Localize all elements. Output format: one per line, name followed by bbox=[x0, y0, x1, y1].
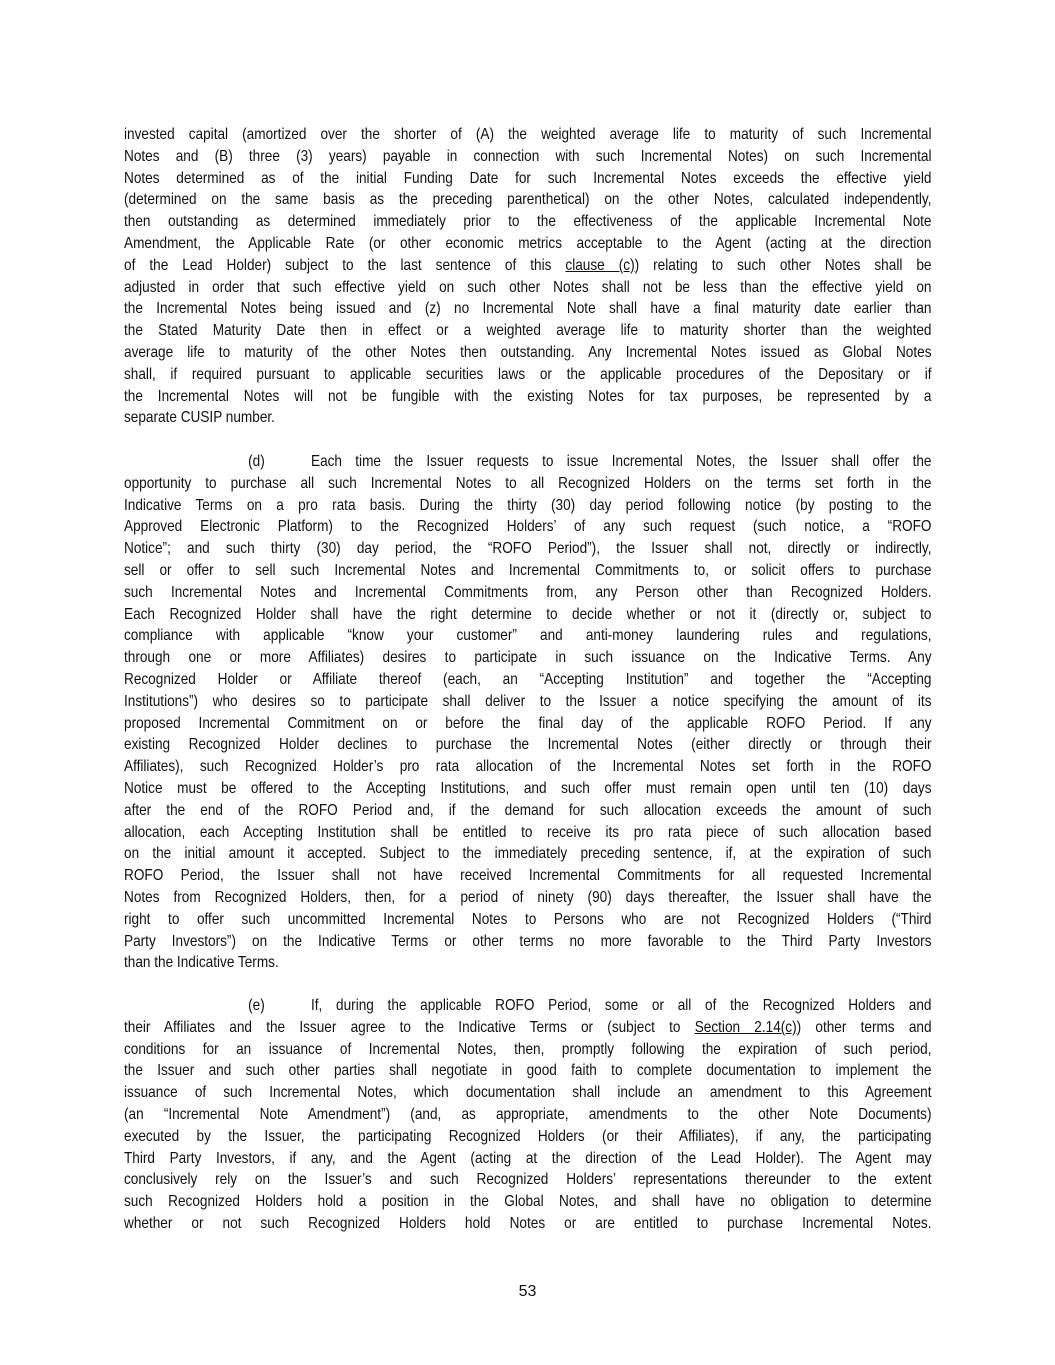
text-segment: (determined on the same basis as the preceding parenthetical) on the other Notes, calculated independently, bbox=[124, 191, 932, 209]
text-segment: Notes determined as of the initial Funding Date for such Incremental Notes exceeds the effective yield bbox=[124, 169, 932, 187]
text-line bbox=[124, 713, 932, 735]
text-line bbox=[124, 887, 932, 909]
text-segment: Third Party Investors, if any, and the Agent (acting at the direction of the Lead Holder). The Agent may bbox=[124, 1149, 932, 1167]
enumeration-label: (d) bbox=[248, 453, 265, 470]
text-segment: the Incremental Notes being issued and (z) no Incremental Note shall have a final maturity date earlier than bbox=[124, 300, 932, 318]
text-line bbox=[124, 124, 932, 146]
text-segment: on the initial amount it accepted. Subject to the immediately preceding sentence, if, at the expiration of such bbox=[124, 845, 932, 863]
text-segment: sell or offer to sell such Incremental Notes and Incremental Commitments to, or solicit offers to purchase bbox=[124, 561, 932, 579]
text-line bbox=[124, 865, 932, 887]
text-line bbox=[124, 800, 932, 822]
text-segment: shall, if required pursuant to applicable securities laws or the applicable procedures of the Depositary or if bbox=[124, 365, 932, 383]
text-line bbox=[124, 473, 932, 495]
text-line bbox=[124, 1104, 932, 1126]
text-segment: compliance with applicable “know your customer” and anti-money laundering rules and regulations, bbox=[124, 627, 932, 645]
enumeration-label: (e) bbox=[248, 997, 265, 1014]
text-line bbox=[124, 625, 932, 647]
text-segment: Indicative Terms on a pro rata basis. During the thirty (30) day period following notice (by posting to the bbox=[124, 496, 932, 514]
text-segment: Approved Electronic Platform) to the Recognized Holders’ of any such request (such notice, a “ROFO bbox=[124, 518, 932, 536]
text-segment: opportunity to purchase all such Incremental Notes to all Recognized Holders on the terms set forth in the bbox=[124, 474, 932, 492]
text-segment: the Incremental Notes will not be fungible with the existing Notes for tax purposes, be represented by a bbox=[124, 387, 932, 405]
text-line bbox=[124, 952, 932, 974]
text-line bbox=[124, 1126, 932, 1148]
text-line bbox=[124, 146, 932, 168]
text-line bbox=[124, 1082, 932, 1104]
text-segment: Institutions”) who desires so to participate shall deliver to the Issuer a notice specifying the amount of its bbox=[124, 692, 932, 710]
text-line bbox=[124, 233, 932, 255]
text-segment: Party Investors”) on the Indicative Terms or other terms no more favorable to the Third Party Investors bbox=[124, 932, 932, 950]
text-line bbox=[124, 604, 932, 626]
text-line bbox=[124, 1148, 932, 1170]
text-line bbox=[124, 277, 932, 299]
text-segment: separate CUSIP number. bbox=[124, 409, 275, 427]
text-segment: of the Lead Holder) subject to the last sentence of this bbox=[124, 256, 566, 274]
text-segment: their Affiliates and the Issuer agree to the Indicative Terms or (subject to bbox=[124, 1018, 695, 1036]
text-line bbox=[124, 516, 932, 538]
text-segment: Notes from Recognized Holders, then, for a period of ninety (90) days thereafter, the Issuer shall have the bbox=[124, 888, 932, 906]
text-segment: Notice must be offered to the Accepting Institutions, and such offer must remain open until ten (10) days bbox=[124, 779, 932, 797]
text-line bbox=[124, 495, 932, 517]
text-line bbox=[124, 451, 932, 473]
text-line bbox=[124, 1060, 932, 1082]
paragraph-c-continued bbox=[124, 124, 932, 429]
page-number: 53 bbox=[518, 1283, 537, 1300]
text-segment: executed by the Issuer, the participating Recognized Holders (or their Affiliates), if any, the participating bbox=[124, 1127, 932, 1145]
text-line bbox=[124, 669, 932, 691]
paragraph-d bbox=[124, 451, 932, 974]
text-segment: ROFO Period, the Issuer shall not have received Incremental Commitments for all requested Incremental bbox=[124, 867, 932, 885]
text-line bbox=[124, 582, 932, 604]
text-line bbox=[124, 1169, 932, 1191]
text-segment: Recognized Holder or Affiliate thereof (each, an “Accepting Institution” and together the “Accepting bbox=[124, 670, 932, 688]
text-segment: than the Indicative Terms. bbox=[124, 954, 279, 972]
text-line bbox=[124, 189, 932, 211]
text-segment: Notice”; and such thirty (30) day period, the “ROFO Period”), the Issuer shall not, directly or indirectly, bbox=[124, 540, 932, 558]
text-segment: such Recognized Holders hold a position in the Global Notes, and shall have no obligation to determine bbox=[124, 1193, 932, 1211]
text-line bbox=[124, 560, 932, 582]
text-line bbox=[124, 647, 932, 669]
text-segment: conditions for an issuance of Incremental Notes, then, promptly following the expiration of such period, bbox=[124, 1040, 932, 1058]
text-line bbox=[124, 1017, 932, 1039]
text-line bbox=[124, 931, 932, 953]
cross-reference: clause (c) bbox=[565, 256, 635, 274]
text-line bbox=[124, 1213, 932, 1235]
text-segment: If, during the applicable ROFO Period, some or all of the Recognized Holders and bbox=[311, 997, 932, 1014]
text-segment: allocation, each Accepting Institution shall be entitled to receive its pro rata piece of such allocation based bbox=[124, 823, 932, 841]
text-line bbox=[124, 778, 932, 800]
text-segment: average life to maturity of the other Notes then outstanding. Any Incremental Notes issued as Global Notes bbox=[124, 343, 932, 361]
text-line bbox=[124, 364, 932, 386]
text-segment: existing Recognized Holder declines to purchase the Incremental Notes (either directly or through their bbox=[124, 736, 932, 754]
paragraph-e bbox=[124, 995, 932, 1235]
text-segment: invested capital (amortized over the shorter of (A) the weighted average life to maturity of such Incremental bbox=[124, 126, 932, 143]
text-line bbox=[124, 995, 932, 1017]
text-line bbox=[124, 734, 932, 756]
text-segment: Each time the Issuer requests to issue Incremental Notes, the Issuer shall offer the bbox=[311, 453, 932, 470]
text-segment: conclusively rely on the Issuer’s and such Recognized Holders’ representations thereunder to the extent bbox=[124, 1171, 932, 1189]
text-segment: then outstanding as determined immediately prior to the effectiveness of the applicable Incremental Note bbox=[124, 213, 932, 231]
cross-reference: Section 2.14(c) bbox=[694, 1018, 797, 1036]
text-segment: Amendment, the Applicable Rate (or other economic metrics acceptable to the Agent (acting at the direction bbox=[124, 234, 932, 252]
text-line bbox=[124, 1191, 932, 1213]
text-segment: Each Recognized Holder shall have the right determine to decide whether or not it (directly or, subject to bbox=[124, 605, 932, 623]
text-line bbox=[124, 298, 932, 320]
text-segment: issuance of such Incremental Notes, which documentation shall include an amendment to this Agreement bbox=[124, 1084, 932, 1102]
text-segment: adjusted in order that such effective yield on such other Notes shall not be less than the effective yield on bbox=[124, 278, 932, 296]
text-line bbox=[124, 342, 932, 364]
text-segment: after the end of the ROFO Period and, if the demand for such allocation exceeds the amount of such bbox=[124, 801, 932, 819]
text-line bbox=[124, 1039, 932, 1061]
text-segment: proposed Incremental Commitment on or before the final day of the applicable ROFO Period. If any bbox=[124, 714, 932, 732]
text-line bbox=[124, 168, 932, 190]
text-line bbox=[124, 386, 932, 408]
text-line bbox=[124, 255, 932, 277]
text-line bbox=[124, 691, 932, 713]
text-segment: the Stated Maturity Date then in effect or a weighted average life to maturity shorter than the weighted bbox=[124, 322, 932, 340]
text-segment: whether or not such Recognized Holders hold Notes or are entitled to purchase Incremental Notes. bbox=[124, 1214, 932, 1232]
text-segment: ) other terms and bbox=[796, 1018, 932, 1036]
text-segment: Affiliates), such Recognized Holder’s pro rata allocation of the Incremental Notes set forth in the ROFO bbox=[124, 758, 932, 776]
text-line bbox=[124, 211, 932, 233]
text-segment: ) relating to such other Notes shall be bbox=[634, 256, 932, 274]
text-segment: the Issuer and such other parties shall negotiate in good faith to complete documentation to implement the bbox=[124, 1062, 932, 1080]
text-segment: through one or more Affiliates) desires to participate in such issuance on the Indicative Terms. Any bbox=[124, 649, 932, 667]
text-segment: Notes and (B) three (3) years) payable in connection with such Incremental Notes) on such Incremental bbox=[124, 147, 932, 165]
text-line bbox=[124, 909, 932, 931]
text-line bbox=[124, 320, 932, 342]
text-segment: right to offer such uncommitted Incremental Notes to Persons who are not Recognized Holders (“Third bbox=[124, 910, 932, 928]
text-line bbox=[124, 407, 932, 429]
text-line bbox=[124, 843, 932, 865]
text-line bbox=[124, 822, 932, 844]
text-line bbox=[124, 538, 932, 560]
text-segment: (an “Incremental Note Amendment”) (and, as appropriate, amendments to the other Note Documents) bbox=[124, 1105, 932, 1123]
text-segment: such Incremental Notes and Incremental Commitments from, any Person other than Recognized Holders. bbox=[124, 583, 932, 601]
text-line bbox=[124, 756, 932, 778]
